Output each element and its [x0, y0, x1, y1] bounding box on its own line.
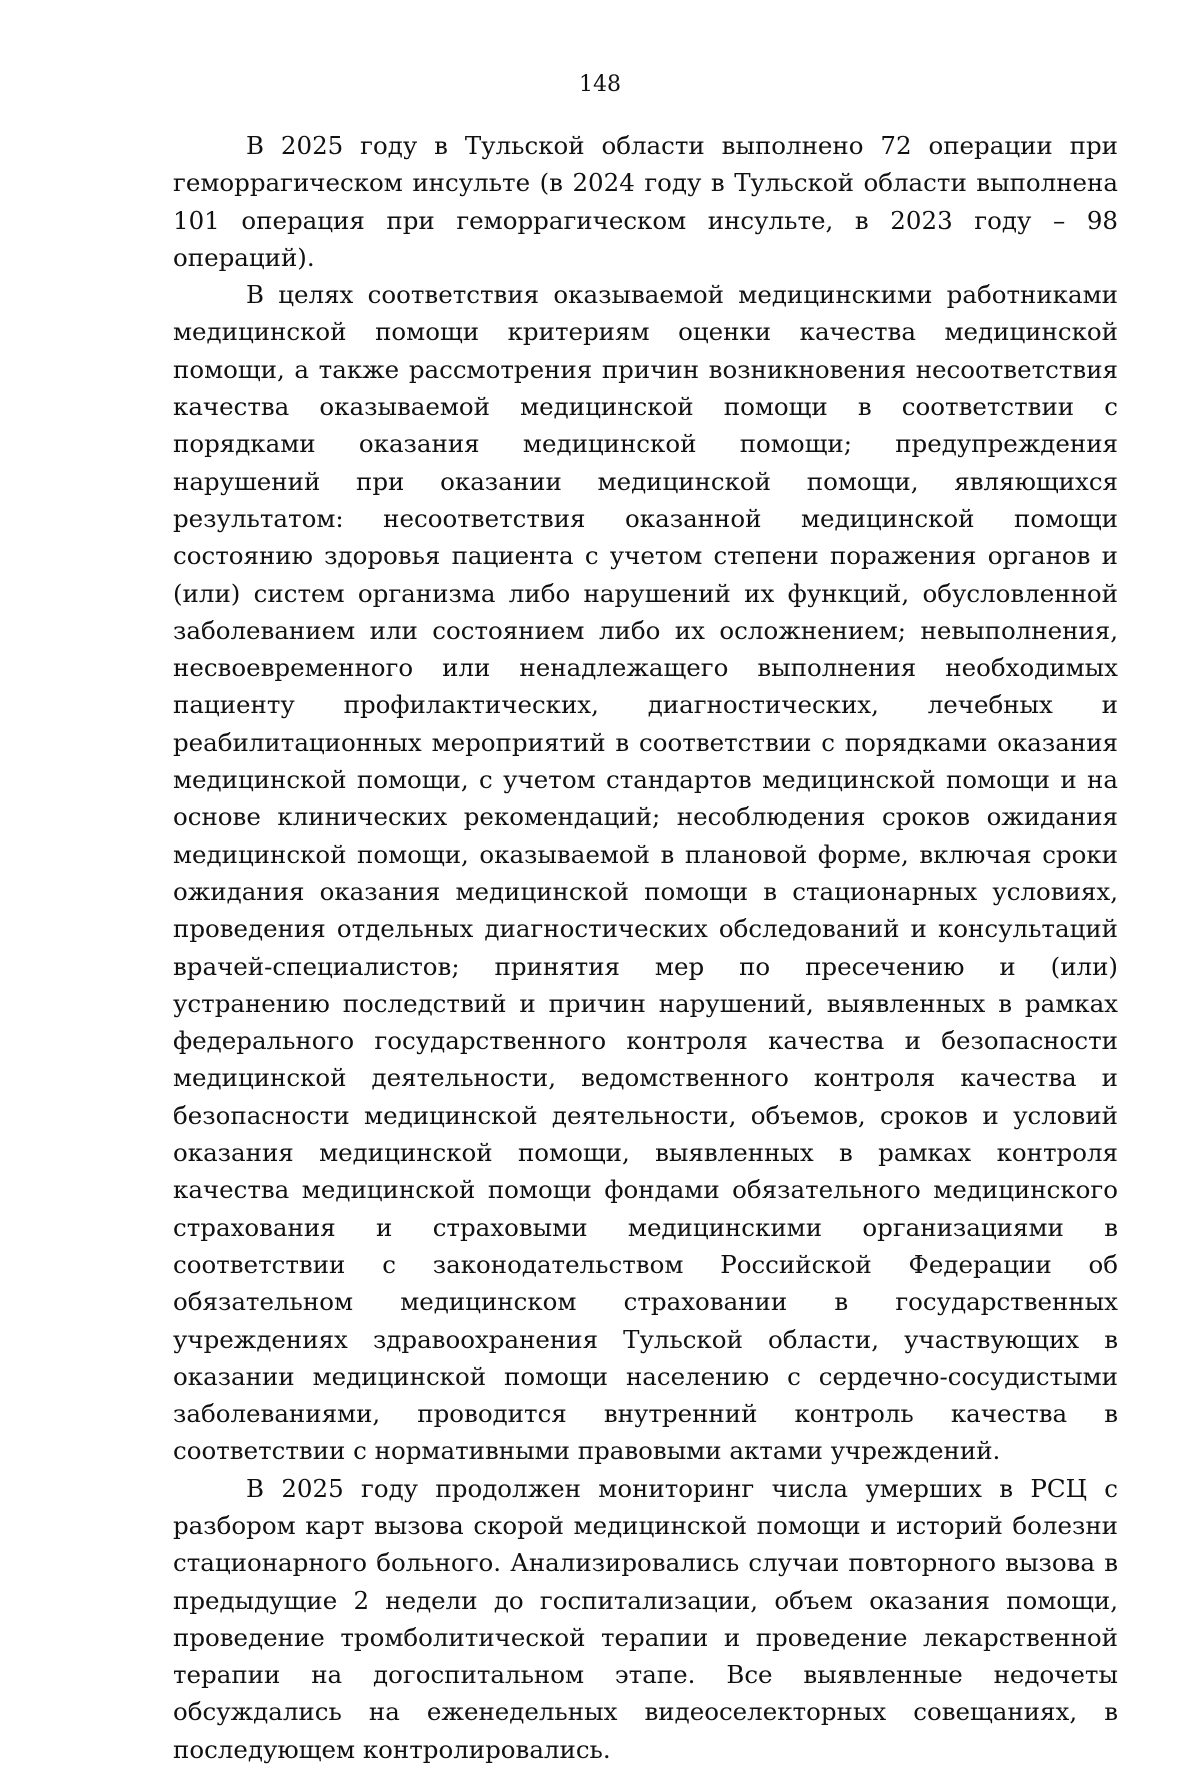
body-text [173, 127, 1118, 1768]
paragraph-hemorrhagic-stroke-operations: В 2025 году в Тульской области выполнено 72 операции при геморрагическом инсульте (в 2024 году в Тульской области выполнена 101 операция при геморрагическом инсульте, в 2023 году – 98 операций). [173, 131, 1118, 272]
paragraph-mortality-monitoring: В 2025 году продолжен мониторинг числа умерших в РСЦ с разбором карт вызова скорой медицинской помощи и историй болезни стационарного больного. Анализировались случаи повторного вызова в предыдущие 2 недели до госпитализации, объем оказания помощи, проведение тромболитической терапии и проведение лекарственной терапии на догоспитальном этапе. Все выявленные недочеты обсуждались на еженедельных видеоселекторных совещаниях, в последующем контролировались. [173, 1473, 1118, 1764]
page-number: 148 [579, 72, 621, 97]
paragraph-quality-control: В целях соответствия оказываемой медицинскими работниками медицинской помощи критериям оценки качества медицинской помощи, а также рассмотрения причин возникновения несоответствия качества оказываемой медицинской помощи в соответствии с порядками оказания медицинской помощи; предупреждения нарушений при оказании медицинской помощи, являющихся результатом: несоответствия оказанной медицинской помощи состоянию здоровья пациента с учетом степени поражения органов и (или) систем организма либо нарушений их функций, обусловленной заболеванием или состоянием либо их осложнением; невыполнения, несвоевременного или ненадлежащего выполнения необходимых пациенту профилактических, диагностических, лечебных и реабилитационных мероприятий в соответствии с порядками оказания медицинской помощи, с учетом стандартов медицинской помощи и на основе клинических рекомендаций; несоблюдения сроков ожидания медицинской помощи, оказываемой в плановой форме, включая сроки ожидания оказания медицинской помощи в стационарных условиях, проведения отдельных диагностических обследований и консультаций врачей-специалистов; принятия мер по пресечению и (или) устранению последствий и причин нарушений, выявленных в рамках федерального государственного контроля качества и безопасности медицинской деятельности, ведомственного контроля качества и безопасности медицинской деятельности, объемов, сроков и условий оказания медицинской помощи, выявленных в рамках контроля качества медицинской помощи фондами обязательного медицинского страхования и страховыми медицинскими организациями в соответствии с законодательством Российской Федерации об обязательном медицинском страховании в государственных учреждениях здравоохранения Тульской области, участвующих в оказании медицинской помощи населению с сердечно-сосудистыми заболеваниями, проводится внутренний контроль качества в соответствии с нормативными правовыми актами учреждений. [173, 280, 1118, 1466]
